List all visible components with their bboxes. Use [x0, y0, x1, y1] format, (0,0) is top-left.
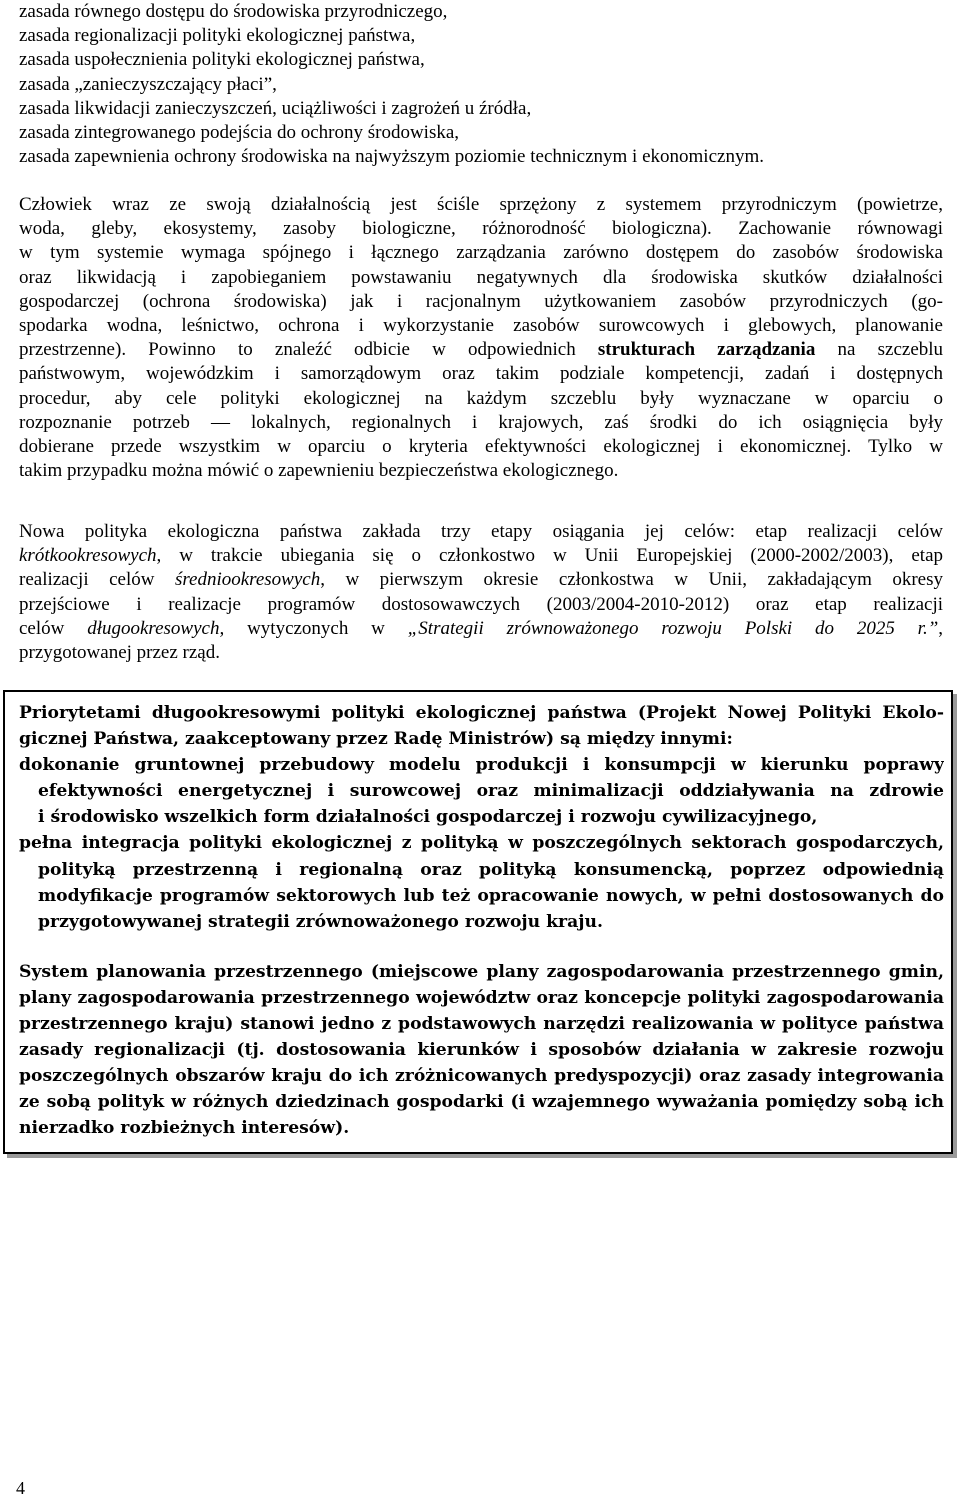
text-line: przestrzennego kraju) stanowi jedno z podstawowych narzędzi realizowania w polityce państwa — [19, 1014, 944, 1035]
text-segment: na szczeblu — [837, 339, 944, 361]
list-item: zasada uspołecznienia polityki ekologicznej państwa, — [19, 49, 425, 71]
text-line: oraz likwidacją i zapobieganiem powstawaniu negatywnych dla środowiska skutków działalności — [19, 266, 943, 288]
text-line: modyfikacje programów sektorowych lub też opracowanie nowych, w pełni dostosowanych do — [38, 885, 944, 906]
text-segment: przestrzenne). Powinno to znaleźć odbicie w odpowiednich — [19, 339, 576, 361]
paragraph-human-environment — [19, 193, 943, 483]
text-line: ze sobą polityk w różnych dziedzinach gospodarki (i wzajemnego wyważania pomiędzy sobą ich — [19, 1092, 944, 1113]
text-line: plany zagospodarowania przestrzennego województw oraz koncepcje polityki zagospodarowania — [19, 987, 944, 1008]
text-line: w tym systemie wymaga spójnego i łącznego zarządzania zarówno dostępem do zasobów środowiska — [19, 242, 943, 264]
page-number: 4 — [16, 1478, 25, 1498]
italic-title: „Strategii zrównoważonego rozwoju Polski do 2025 r.” — [407, 617, 939, 639]
bold-term: strukturach zarządzania — [597, 339, 816, 361]
text-line: zasady regionalizacji (tj. dostosowania kierunków i sposobów działania w zakresie rozwoju — [19, 1040, 944, 1061]
italic-term: średniookresowych — [174, 569, 321, 591]
text-line: poszczególnych obszarów kraju do ich zróżnicowanych predyspozycji) oraz zasady integrowania — [19, 1066, 944, 1087]
text-line: dobierane przede wszystkim w oparciu o kryteria efektywności ekologicznej i ekonomicznej. Tylko w — [19, 436, 943, 458]
text-line: Człowiek wraz ze swoją działalnością jest ściśle sprzężony z systemem przyrodniczym (powietrze, — [19, 194, 943, 215]
list-item: zasada likwidacji zanieczyszczeń, uciążliwości i zagrożeń u źródła, — [19, 97, 532, 119]
italic-term: krótkookresowych — [19, 545, 157, 567]
text-line: dokonanie gruntownej przebudowy modelu produkcji i konsumpcji w kierunku poprawy — [19, 755, 944, 776]
text-line: pełna integracja polityki ekologicznej z polityką w poszczególnych sektorach gospodarczych, — [19, 833, 944, 854]
text-line: gospodarczej (ochrona środowiska) jak i racjonalnym użytkowaniem zasobów przyrodniczych (go- — [19, 290, 943, 312]
text-line: woda, gleby, ekosystemy, zasoby biologiczne, różnorodność biologiczna). Zachowanie równowagi — [19, 218, 943, 240]
text-line — [19, 338, 943, 362]
text-line: polityką przestrzenną i regionalną oraz polityką konsumencką, poprzez odpowiednią — [38, 859, 944, 880]
list-item: zasada równego dostępu do środowiska przyrodniczego, — [19, 1, 448, 22]
list-item: zasada „zanieczyszczający płaci”, — [19, 73, 277, 95]
list-item: zasada regionalizacji polityki ekologicznej państwa, — [19, 25, 416, 47]
text-line — [19, 568, 943, 592]
text-line: procedur, aby cele polityki ekologicznej na każdym szczeblu były wyznaczane w oparciu o — [19, 387, 943, 409]
text-segment: , w trakcie ubiegania się o członkostwo w Unii Europejskiej (2000-2002/2003), etap — [156, 545, 943, 567]
text-segment: , — [938, 617, 944, 639]
text-segment: celów — [19, 617, 65, 639]
text-line: gicznej Państwa, zaakceptowany przez Radę Ministrów) są między innymi: — [19, 729, 733, 750]
text-line: System planowania przestrzennego (miejscowe plany zagospodarowania przestrzennego gmin, — [19, 961, 944, 982]
spacer — [19, 935, 944, 959]
text-line: spodarka wodna, leśnictwo, ochrona i wykorzystanie zasobów surowcowych i glebowych, planowanie — [19, 315, 943, 337]
text-segment: realizacji celów — [19, 569, 155, 591]
text-segment: wytyczonych w — [247, 617, 385, 639]
text-line: Priorytetami długookresowymi polityki ekologicznej państwa (Projekt Nowej Polityki Ekolo- — [19, 703, 944, 723]
text-line: przejściowe i realizacje programów dostosowawczych (2003/2004-2010-2012) oraz etap realizacji — [19, 593, 943, 615]
text-line: rozpoznanie potrzeb — lokalnych, regionalnych i krajowych, zaś środki do ich osiągnięcia były — [19, 411, 943, 433]
text-line: efektywności energetycznej i surowcowej oraz minimalizacji oddziaływania na zdrowie — [38, 781, 944, 802]
highlight-box-text — [19, 700, 944, 1142]
italic-term: długookresowych, — [87, 617, 225, 639]
principles-list — [19, 0, 939, 169]
list-item: zasada zapewnienia ochrony środowiska na najwyższym poziomie technicznym i ekonomicznym. — [19, 146, 764, 168]
text-line: i środowisko wszelkich form działalności gospodarczej i rozwoju cywilizacyjnego, — [38, 807, 818, 828]
text-line — [19, 544, 943, 568]
text-line: takim przypadku można mówić o zapewnieniu bezpieczeństwa ekologicznego. — [19, 460, 619, 482]
list-item: zasada zintegrowanego podejścia do ochrony środowiska, — [19, 122, 460, 144]
text-line: nierzadko rozbieżnych interesów). — [19, 1118, 350, 1139]
paragraph-policy-stages — [19, 520, 943, 665]
text-line: przygotowywanej strategii zrównoważonego rozwoju kraju. — [38, 911, 603, 932]
text-line: Nowa polityka ekologiczna państwa zakłada trzy etapy osiągania jej celów: etap realizacji celów — [19, 521, 943, 542]
text-line — [19, 617, 943, 641]
text-segment: , w pierwszym okresie członkostwa w Unii, zakładającym okresy — [320, 569, 944, 591]
text-line: państwowym, wojewódzkim i samorządowym oraz takim podziale kompetencji, zadań i dostępnych — [19, 363, 943, 385]
text-line: przygotowanej przez rząd. — [19, 642, 220, 664]
